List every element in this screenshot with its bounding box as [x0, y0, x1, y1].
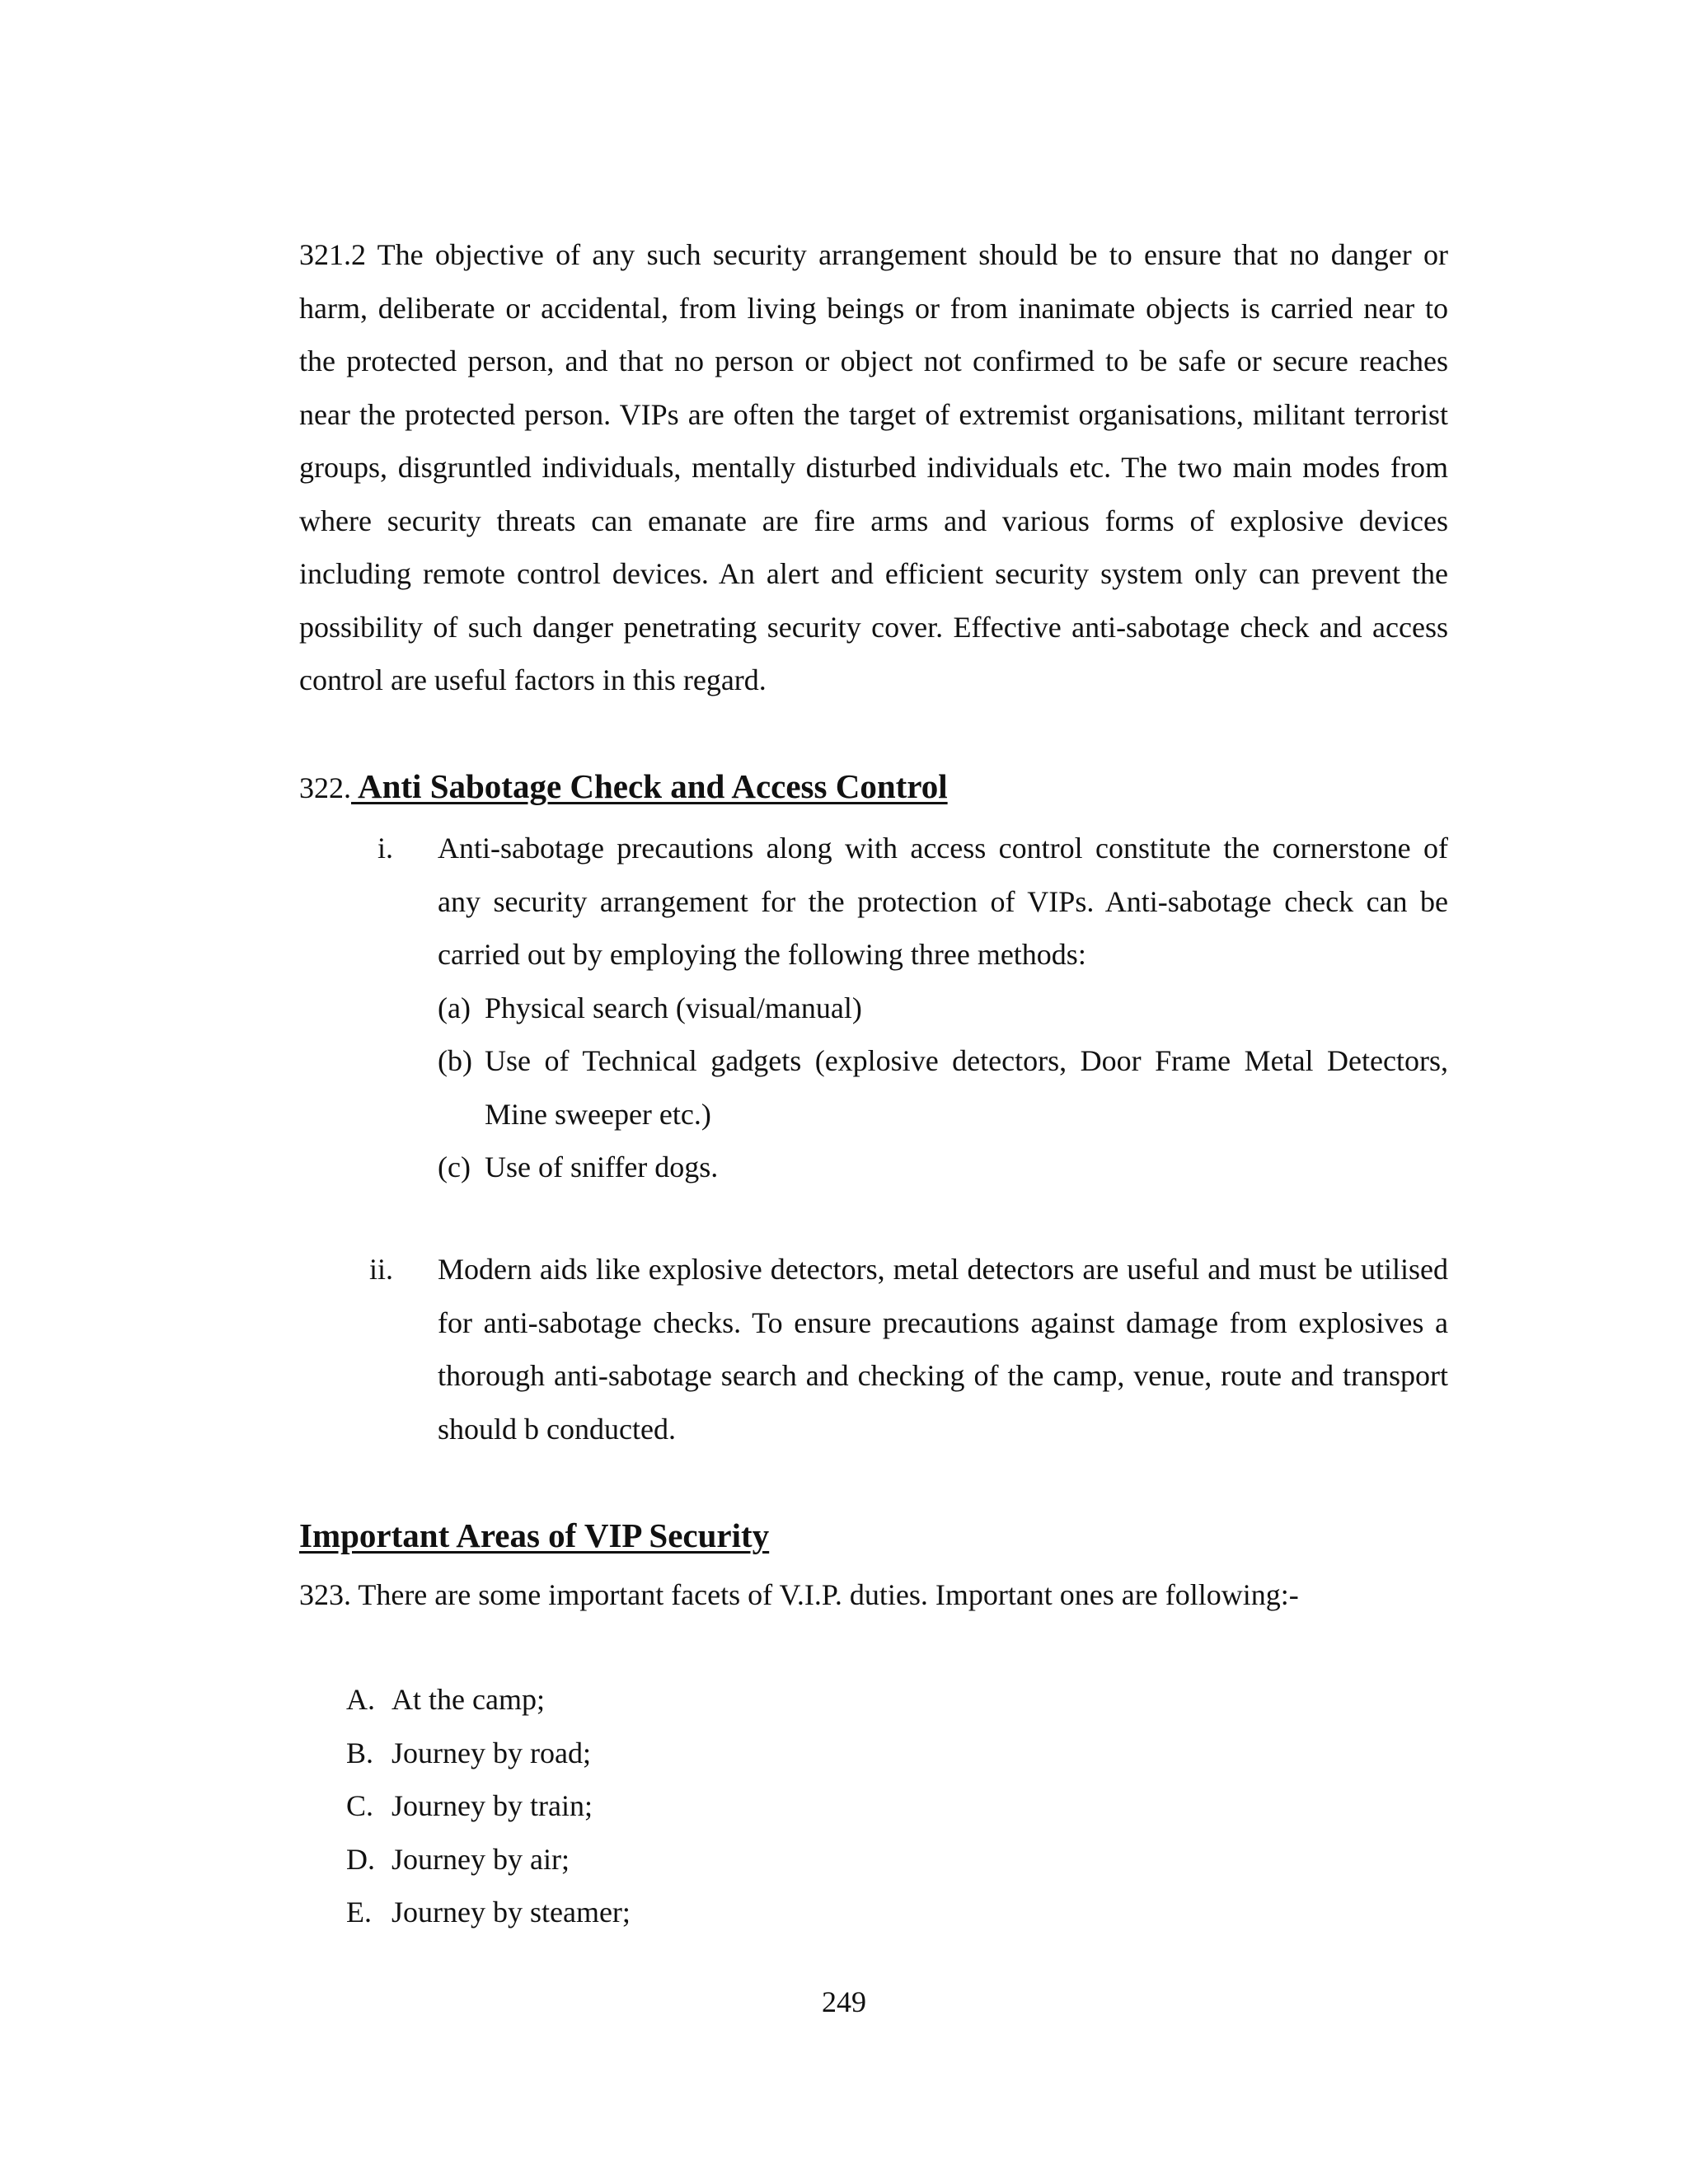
list-item [346, 1779, 631, 1833]
page-number: 249 [822, 1985, 866, 2018]
list-item-text: Journey by train; [392, 1789, 593, 1822]
section-322-number: 322. [299, 771, 351, 804]
list-item [346, 1673, 631, 1727]
list-item-text: Physical search (visual/manual) [485, 991, 862, 1024]
list-marker: (c) [438, 1151, 471, 1183]
roman-item-text: Anti-sabotage precautions along with access control constitute the cornerstone of any security arrangement for the protection of VIPs. Anti-sabotage check can be carried out by employing the following three methods: [438, 832, 1448, 971]
roman-item-body [438, 1243, 1448, 1455]
list-item-text: Journey by road; [392, 1736, 591, 1769]
roman-numeral: i. [377, 832, 393, 865]
methods-list [438, 982, 1448, 1194]
list-item-text: Journey by steamer; [392, 1896, 631, 1929]
section-322-title: Anti Sabotage Check and Access Control [351, 767, 948, 805]
list-marker: E. [346, 1896, 372, 1929]
list-item-text: Use of Technical gadgets (explosive detectors, Door Frame Metal Detectors, Mine sweeper etc.) [485, 1044, 1448, 1131]
list-item [346, 1886, 631, 1939]
roman-numeral: ii. [368, 1253, 393, 1286]
list-item [346, 1727, 631, 1780]
roman-item-body [438, 822, 1448, 1194]
list-item-text: At the camp; [392, 1683, 545, 1716]
list-marker: C. [346, 1789, 374, 1822]
paragraph-321-2: 321.2 The objective of any such security arrangement should be to ensure that no danger or harm, deliberate or accidental, from living beings or from inanimate objects is carried near to the protected person, and that no person or object not confirmed to be safe or secure reaches near the protected person. VIPs are often the target of extremist organisations, militant terrorist groups, disgruntled individuals, mentally disturbed individuals etc. The two main modes from where security threats can emanate are fire arms and various forms of explosive devices including remote control devices. An alert and efficient security system only can prevent the possibility of such danger penetrating security cover. Effective anti-sabotage check and access control are useful factors in this regard. [299, 238, 1448, 696]
list-item [438, 982, 1448, 1035]
important-areas-heading: Important Areas of VIP Security [299, 1516, 770, 1554]
list-item-text: Use of sniffer dogs. [485, 1151, 719, 1183]
list-item [438, 1034, 1448, 1141]
list-item-text: Journey by air; [392, 1842, 570, 1876]
list-marker: D. [346, 1842, 375, 1876]
section-322-heading [299, 760, 1448, 821]
list-item [346, 1833, 631, 1886]
list-marker: A. [346, 1683, 375, 1716]
roman-item-text: Modern aids like explosive detectors, metal detectors are useful and must be utilised for anti-sabotage checks. To ensure precautions against damage from explosives a thorough anti-sabotage search and checking of the camp, venue, route and transport should b conducted. [438, 1253, 1448, 1446]
list-item [438, 1141, 1448, 1194]
facets-list [346, 1673, 631, 1939]
list-marker: (a) [438, 991, 471, 1024]
list-marker: (b) [438, 1044, 472, 1077]
list-marker: B. [346, 1736, 374, 1769]
paragraph-323: 323. There are some important facets of V.I.P. duties. Important ones are following:- [299, 1578, 1299, 1611]
